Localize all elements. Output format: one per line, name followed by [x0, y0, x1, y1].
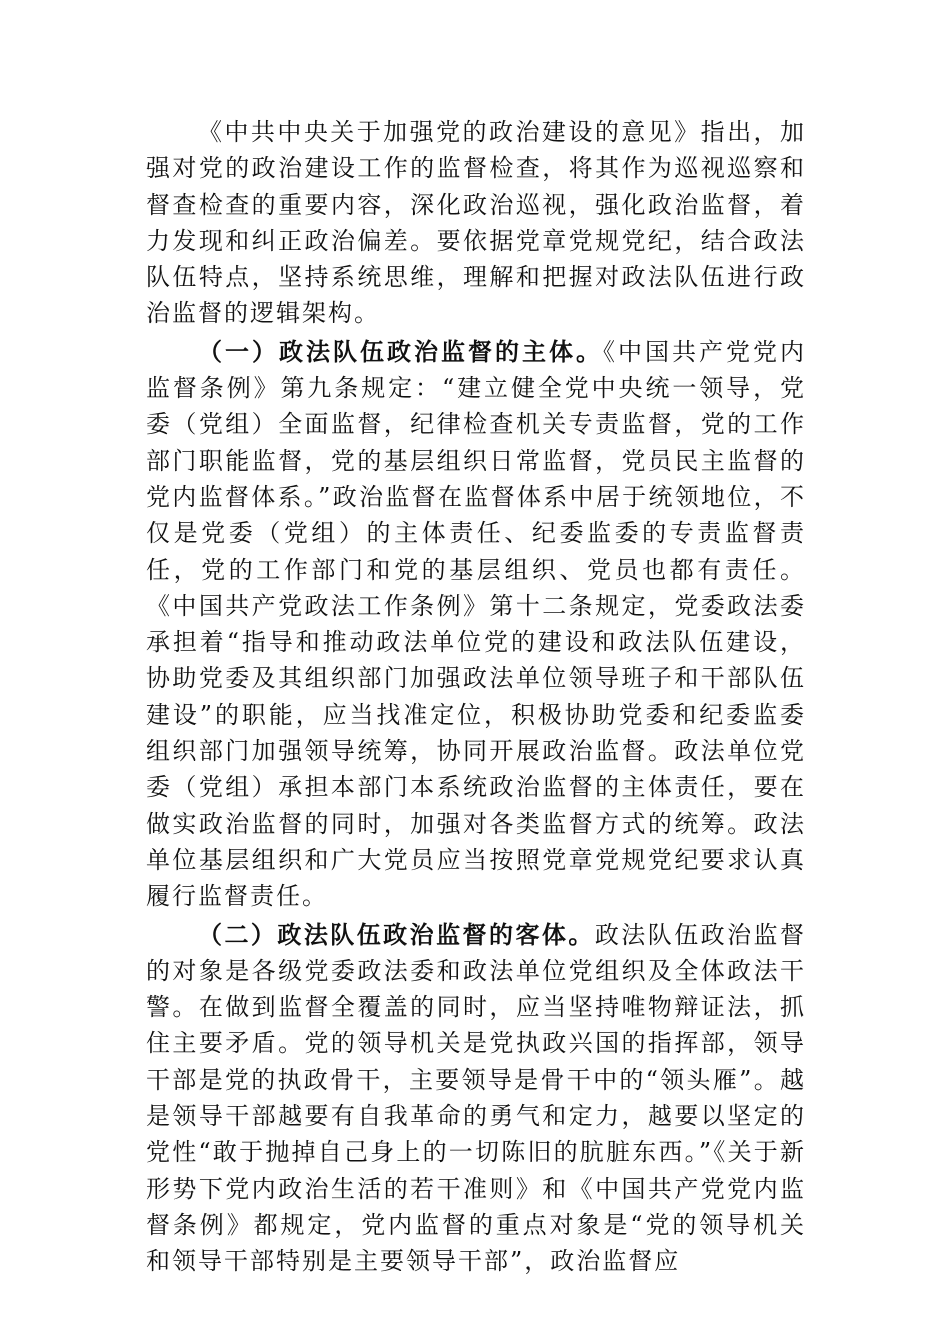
paragraph-supervision-object — [146, 917, 806, 1280]
section-heading-subject: （一）政法队伍政治监督的主体。 — [198, 337, 603, 366]
document-body — [146, 114, 806, 1282]
paragraph-intro-text: 《中共中央关于加强党的政治建设的意见》指出，加强对党的政治建设工作的监督检查，将其作为巡视巡察和督查检查的重要内容，深化政治巡视，强化政治监督，着力发现和纠正政治偏差。要依据党章党规党纪，结合政法队伍特点，坚持系统思维，理解和把握对政法队伍进行政治监督的逻辑架构。 — [146, 118, 806, 328]
paragraph-intro — [146, 114, 806, 332]
paragraph-supervision-subject — [146, 334, 806, 915]
paragraph-object-text: 政法队伍政治监督的对象是各级党委政法委和政法单位党组织及全体政法干警。在做到监督全覆盖的同时，应当坚持唯物辩证法，抓住主要矛盾。党的领导机关是党执政兴国的指挥部，领导干部是党的执政骨干，主要领导是骨干中的“领头雁”。越是领导干部越要有自我革命的勇气和定力，越要以坚定的党性“敢于抛掉自己身上的一切陈旧的肮脏东西。”《关于新形势下党内政治生活的若干准则》和《中国共产党党内监督条例》都规定，党内监督的重点对象是“党的领导机关和领导干部特别是主要领导干部”，政治监督应 — [146, 920, 807, 1276]
paragraph-subject-text: 《中国共产党党内监督条例》第九条规定：“建立健全党中央统一领导，党委（党组）全面监督，纪律检查机关专责监督，党的工作部门职能监督，党的基层组织日常监督，党员民主监督的党内监督体系。”政治监督在监督体系中居于统领地位，不仅是党委（党组）的主体责任、纪委监委的专责监督责任，党的工作部门和党的基层组织、党员也都有责任。《中国共产党政法工作条例》第十二条规定，党委政法委承担着“指导和推动政法单位党的建设和政法队伍建设，协助党委及其组织部门加强政法单位领导班子和干部队伍建设”的职能，应当找准定位，积极协助党委和纪委监委组织部门加强领导统筹，协同开展政治监督。政法单位党委（党组）承担本部门本系统政治监督的主体责任，要在做实政治监督的同时，加强对各类监督方式的统筹。政法单位基层组织和广大党员应当按照党章党规党纪要求认真履行监督责任。 — [146, 337, 806, 911]
section-heading-object: （二）政法队伍政治监督的客体。 — [198, 920, 595, 949]
